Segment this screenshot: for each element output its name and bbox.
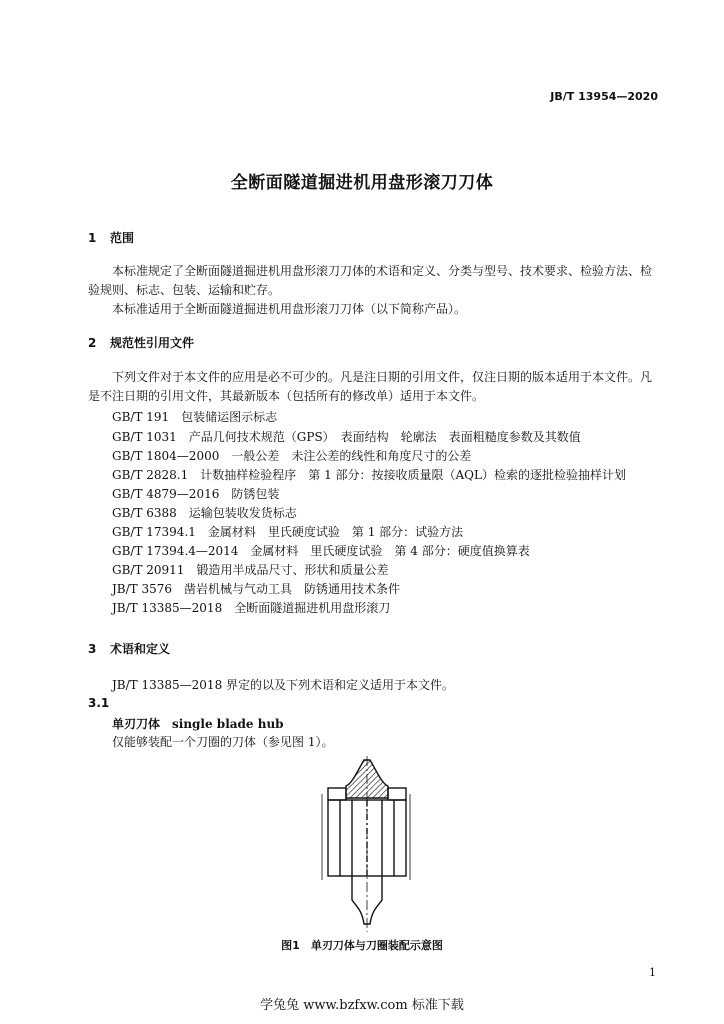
section-2-heading [88, 334, 194, 351]
figure-1-caption: 图1 单刃刀体与刀圈装配示意图 [281, 939, 443, 952]
reference-item: GB/T 2828.1 计数抽样检验程序 第 1 部分：按接收质量限（AQL）检索的逐批检验抽样计划 [112, 468, 626, 482]
reference-item: GB/T 20911 锻造用半成品尺寸、形状和质量公差 [112, 563, 389, 577]
section-3-title: 术语和定义 [110, 642, 171, 656]
section-1-paragraph-2: 本标准适用于全断面隧道掘进机用盘形滚刀刀体（以下简称产品）。 [112, 302, 467, 316]
section-1-paragraph-1: 本标准规定了全断面隧道掘进机用盘形滚刀刀体的术语和定义、分类与型号、技术要求、检验方法、检验规则、标志、包装、运输和贮存。 [88, 264, 653, 297]
reference-item: GB/T 191 包装储运图示标志 [112, 410, 278, 424]
section-2-number: 2 [88, 336, 97, 350]
blade-hub-assembly-drawing [318, 756, 414, 932]
section-1-number: 1 [88, 231, 97, 245]
reference-item: GB/T 17394.1 金属材料 里氏硬度试验 第 1 部分：试验方法 [112, 525, 464, 539]
section-3-heading [88, 640, 170, 657]
reference-item: GB/T 17394.4—2014 金属材料 里氏硬度试验 第 4 部分：硬度值换算表 [112, 544, 530, 558]
figure-1-drawing [318, 756, 414, 936]
reference-item: JB/T 13385—2018 全断面隧道掘进机用盘形滚刀 [112, 601, 391, 615]
section-2-title: 规范性引用文件 [110, 336, 195, 350]
reference-item: JB/T 3576 凿岩机械与气动工具 防锈通用技术条件 [112, 582, 401, 596]
page-title: 全断面隧道掘进机用盘形滚刀刀体 [230, 173, 494, 193]
standard-code: JB/T 13954—2020 [550, 90, 658, 103]
subsection-number: 3.1 [88, 696, 110, 710]
term-name: 单刃刀体 single blade hub [112, 717, 284, 731]
footer-watermark-text: 学兔兔 www.bzfxw.com 标准下载 [260, 998, 464, 1013]
reference-item: GB/T 1031 产品几何技术规范（GPS） 表面结构 轮廓法 表面粗糙度参数及其数值 [112, 430, 581, 444]
section-3-intro: JB/T 13385—2018 界定的以及下列术语和定义适用于本文件。 [112, 678, 455, 692]
section-1-title: 范围 [110, 231, 135, 245]
page-number: 1 [649, 966, 656, 979]
reference-item: GB/T 6388 运输包装收发货标志 [112, 506, 297, 520]
term-definition: 仅能够装配一个刀圈的刀体（参见图 1）。 [112, 735, 334, 749]
reference-item: GB/T 4879—2016 防锈包装 [112, 487, 280, 501]
section-3-number: 3 [88, 642, 97, 656]
reference-item: GB/T 1804—2000 一般公差 未注公差的线性和角度尺寸的公差 [112, 449, 472, 463]
section-1-heading [88, 229, 134, 246]
section-2-intro: 下列文件对于本文件的应用是必不可少的。凡是注日期的引用文件，仅注日期的版本适用于本文件。凡是不注日期的引用文件，其最新版本（包括所有的修改单）适用于本文件。 [88, 370, 653, 403]
